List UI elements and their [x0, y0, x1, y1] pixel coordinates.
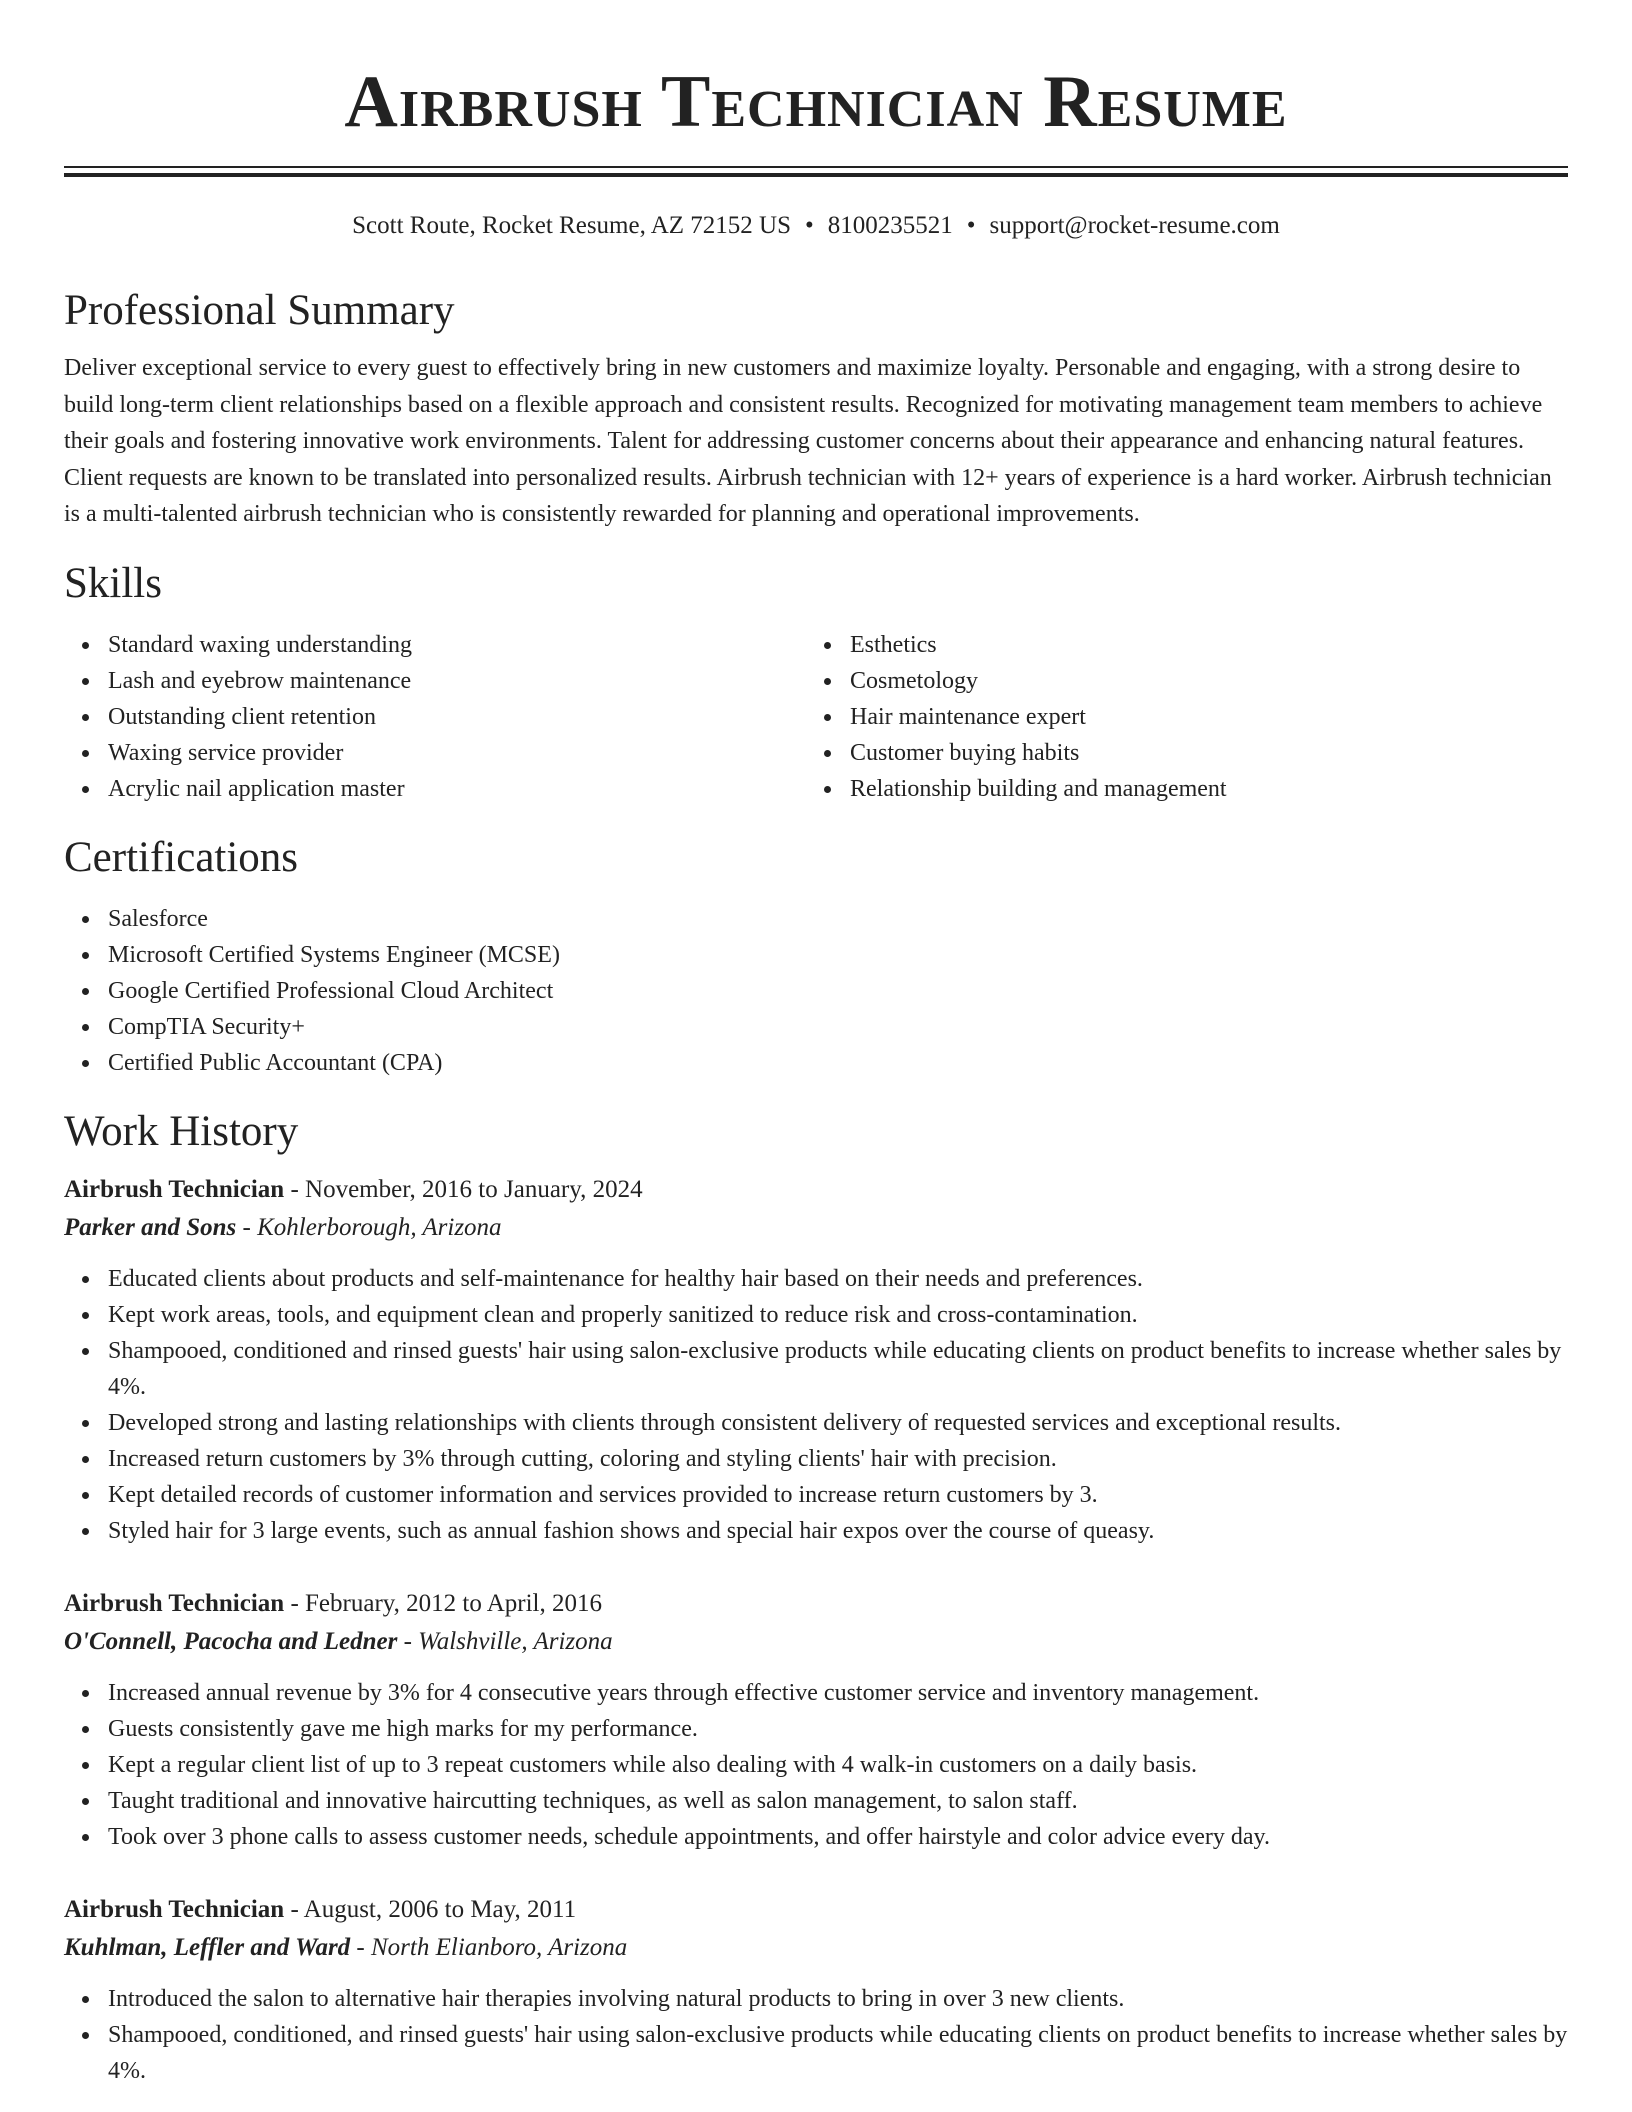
job-bullet: Kept work areas, tools, and equipment clean and properly sanitized to reduce risk and cross-contamination.	[64, 1297, 1568, 1333]
job-dates: - August, 2006 to May, 2011	[284, 1895, 577, 1923]
summary-heading: Professional Summary	[64, 287, 455, 334]
skills-heading: Skills	[64, 559, 162, 607]
job-location: - Walshville, Arizona	[397, 1627, 613, 1655]
job-company: Parker and Sons	[64, 1213, 237, 1241]
certification-item: Certified Public Accountant (CPA)	[64, 1045, 1568, 1081]
certification-item: Microsoft Certified Systems Engineer (MCSE)	[64, 937, 1568, 973]
work-history-heading: Work History	[64, 1107, 299, 1155]
skill-item: Customer buying habits	[806, 735, 1548, 771]
certification-item: CompTIA Security+	[64, 1009, 1568, 1045]
job-title-line	[64, 1171, 1568, 1209]
skills-columns	[64, 609, 1568, 807]
job-bullet: Guests consistently gave me high marks for my performance.	[64, 1711, 1568, 1747]
job-company-line	[64, 1623, 1568, 1661]
job-role: Airbrush Technician	[64, 1589, 285, 1617]
contact-email: support@rocket-resume.com	[989, 212, 1280, 239]
job-title-line	[64, 1891, 1568, 1929]
skill-item: Cosmetology	[806, 663, 1548, 699]
skills-list-left	[64, 627, 806, 807]
job-bullet: Introduced the salon to alternative hair therapies involving natural products to bring in over 3 new clients.	[64, 1981, 1568, 2017]
resume-title: Airbrush Technician Resume	[344, 61, 1288, 143]
job-bullet: Increased return customers by 3% through cutting, coloring and styling clients' hair with precision.	[64, 1441, 1568, 1477]
title-double-rule	[64, 166, 1568, 177]
skill-item: Waxing service provider	[64, 735, 806, 771]
job-bullet: Developed strong and lasting relationships with clients through consistent delivery of requested services and exceptional results.	[64, 1405, 1568, 1441]
job-entry	[64, 1585, 1568, 1855]
job-company-line	[64, 1209, 1568, 1247]
skills-list-right	[806, 627, 1548, 807]
skill-item: Outstanding client retention	[64, 699, 806, 735]
contact-phone: 8100235521	[827, 212, 953, 239]
skill-item: Relationship building and management	[806, 771, 1548, 807]
contact-separator: •	[805, 212, 814, 239]
job-bullets	[64, 1981, 1568, 2089]
job-bullet: Taught traditional and innovative haircutting techniques, as well as salon management, to salon staff.	[64, 1783, 1568, 1819]
job-role: Airbrush Technician	[64, 1895, 285, 1923]
certifications-list	[64, 901, 1568, 1081]
job-company: O'Connell, Pacocha and Ledner	[64, 1627, 398, 1655]
job-company-line	[64, 1929, 1568, 1967]
job-bullet: Shampooed, conditioned, and rinsed guests' hair using salon-exclusive products while educating clients on product benefits to increase whether sales by 4%.	[64, 2017, 1568, 2089]
job-bullet: Styled hair for 3 large events, such as annual fashion shows and special hair expos over the course of queasy.	[64, 1513, 1568, 1549]
job-bullet: Kept a regular client list of up to 3 repeat customers while also dealing with 4 walk-in customers on a daily basis.	[64, 1747, 1568, 1783]
job-company: Kuhlman, Leffler and Ward	[64, 1933, 351, 1961]
job-entry	[64, 1171, 1568, 1549]
contact-line	[64, 210, 1568, 242]
job-dates: - November, 2016 to January, 2024	[284, 1175, 643, 1203]
certification-item: Google Certified Professional Cloud Architect	[64, 973, 1568, 1009]
job-location: - North Elianboro, Arizona	[350, 1933, 628, 1961]
job-location: - Kohlerborough, Arizona	[236, 1213, 502, 1241]
skill-item: Acrylic nail application master	[64, 771, 806, 807]
skill-item: Hair maintenance expert	[806, 699, 1548, 735]
contact-address: Scott Route, Rocket Resume, AZ 72152 US	[352, 212, 792, 239]
job-role: Airbrush Technician	[64, 1175, 285, 1203]
job-entry	[64, 1891, 1568, 2089]
certifications-heading: Certifications	[64, 833, 299, 881]
job-title-line	[64, 1585, 1568, 1623]
job-bullets	[64, 1261, 1568, 1549]
job-bullet: Took over 3 phone calls to assess customer needs, schedule appointments, and offer hairstyle and color advice every day.	[64, 1819, 1568, 1855]
resume-page	[64, 0, 1568, 2089]
job-bullet: Increased annual revenue by 3% for 4 consecutive years through effective customer service and inventory management.	[64, 1675, 1568, 1711]
job-bullet: Educated clients about products and self-maintenance for healthy hair based on their needs and preferences.	[64, 1261, 1568, 1297]
skill-item: Esthetics	[806, 627, 1548, 663]
skill-item: Lash and eyebrow maintenance	[64, 663, 806, 699]
skill-item: Standard waxing understanding	[64, 627, 806, 663]
job-bullets	[64, 1675, 1568, 1855]
summary-text: Deliver exceptional service to every guest to effectively bring in new customers and maximize loyalty. Personable and engaging, with a strong desire to build long-term client relationships based on a flexible approach and consistent results. Recognized for motivating management team members to achieve their goals and fostering innovative work environments. Talent for addressing customer concerns about their appearance and enhancing natural features. Client requests are known to be translated into personalized results. Airbrush technician with 12+ years of experience is a hard worker. Airbrush technician is a multi-talented airbrush technician who is consistently rewarded for planning and operational improvements.	[64, 355, 1552, 527]
job-bullet: Shampooed, conditioned and rinsed guests' hair using salon-exclusive products while educating clients on product benefits to increase whether sales by 4%.	[64, 1333, 1568, 1405]
job-bullet: Kept detailed records of customer information and services provided to increase return customers by 3.	[64, 1477, 1568, 1513]
job-dates: - February, 2012 to April, 2016	[284, 1589, 602, 1617]
contact-separator: •	[966, 212, 976, 239]
certification-item: Salesforce	[64, 901, 1568, 937]
